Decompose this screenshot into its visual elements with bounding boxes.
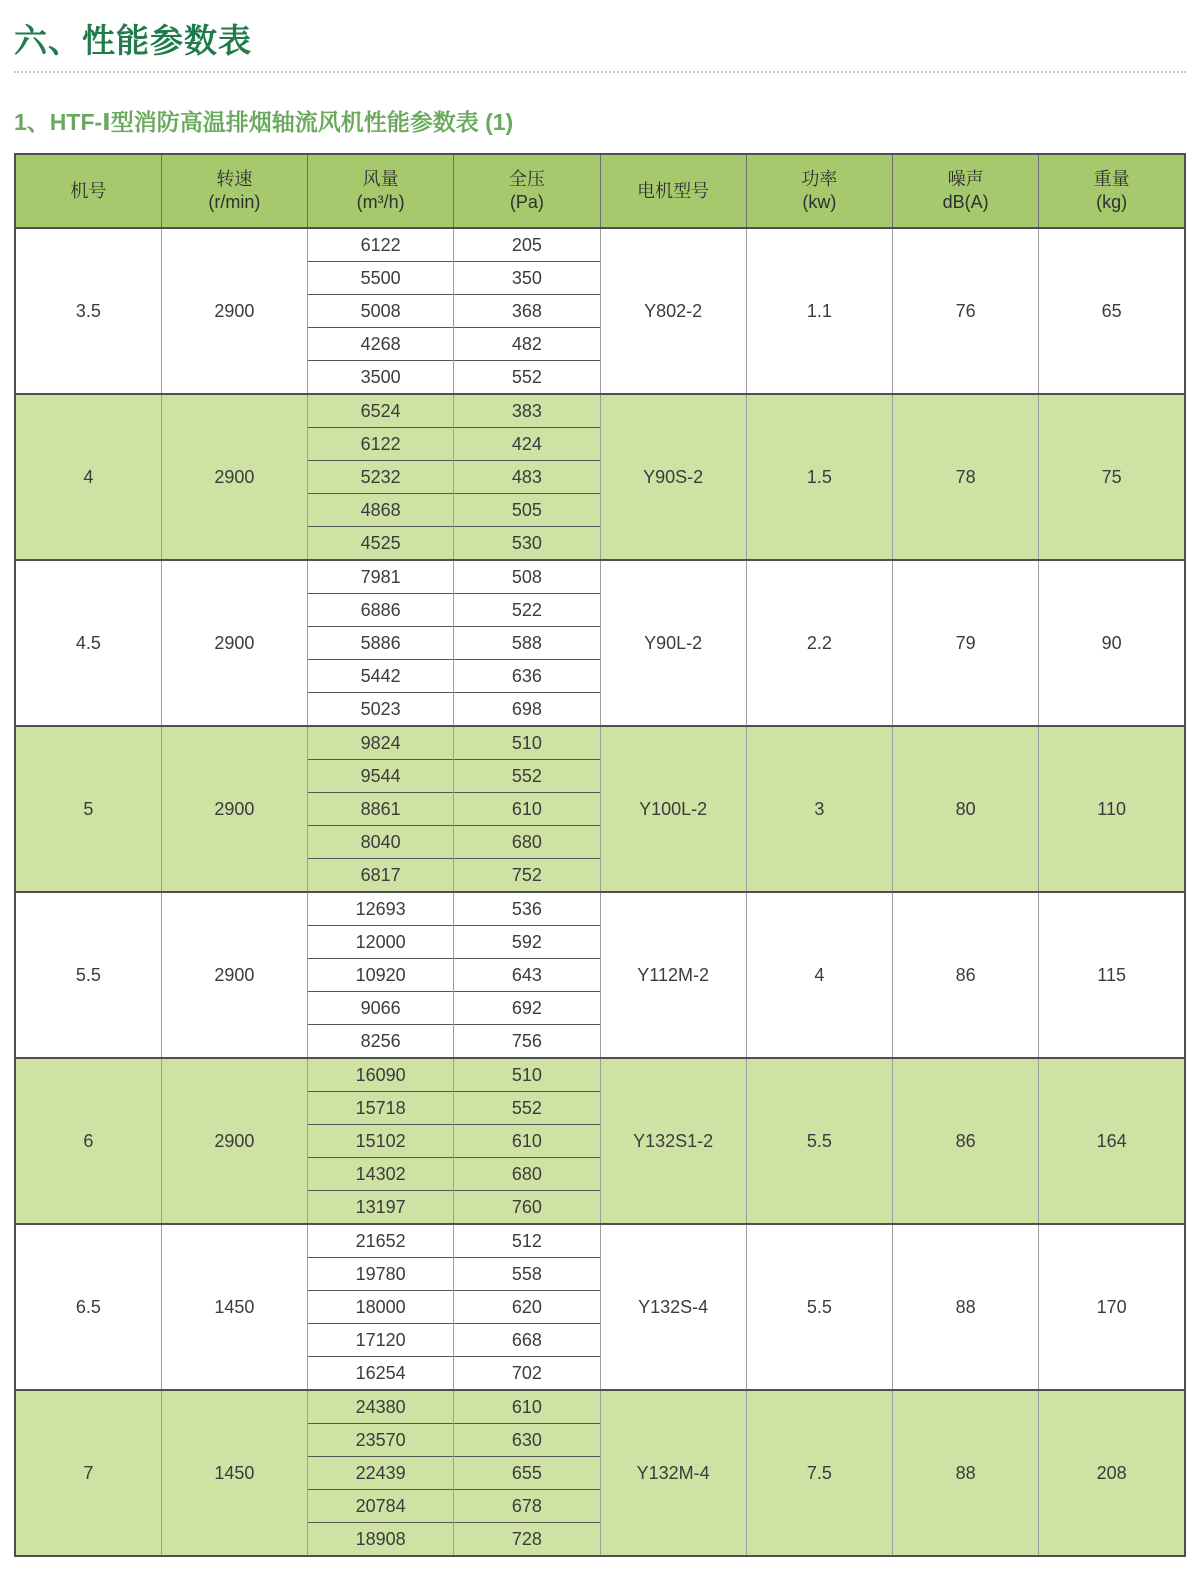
cell-pressure: 512: [454, 1224, 600, 1258]
table-caption: 1、HTF-Ⅰ型消防高温排烟轴流风机性能参数表 (1): [14, 109, 514, 135]
cell-pressure: 610: [454, 1390, 600, 1424]
cell-airflow: 8256: [308, 1025, 454, 1059]
cell-speed: 1450: [161, 1390, 307, 1556]
cell-model-no: 6: [15, 1058, 161, 1224]
cell-noise: 80: [893, 726, 1039, 892]
cell-pressure: 508: [454, 560, 600, 594]
cell-airflow: 22439: [308, 1457, 454, 1490]
cell-airflow: 13197: [308, 1191, 454, 1225]
cell-pressure: 692: [454, 992, 600, 1025]
cell-motor-type: Y90L-2: [600, 560, 746, 726]
cell-airflow: 24380: [308, 1390, 454, 1424]
cell-motor-type: Y112M-2: [600, 892, 746, 1058]
table-body: [15, 228, 1185, 1556]
column-header-2: 转速 (r/min): [161, 154, 307, 228]
cell-pressure: 350: [454, 262, 600, 295]
cell-airflow: 5442: [308, 660, 454, 693]
cell-airflow: 9544: [308, 760, 454, 793]
cell-speed: 2900: [161, 394, 307, 560]
cell-model-no: 6.5: [15, 1224, 161, 1390]
cell-pressure: 510: [454, 1058, 600, 1092]
cell-pressure: 760: [454, 1191, 600, 1225]
cell-airflow: 15718: [308, 1092, 454, 1125]
cell-airflow: 10920: [308, 959, 454, 992]
cell-pressure: 752: [454, 859, 600, 893]
cell-model-no: 4: [15, 394, 161, 560]
cell-airflow: 9824: [308, 726, 454, 760]
cell-pressure: 702: [454, 1357, 600, 1391]
cell-weight: 208: [1039, 1390, 1185, 1556]
cell-airflow: 5886: [308, 627, 454, 660]
cell-power: 5.5: [746, 1224, 892, 1390]
cell-airflow: 5232: [308, 461, 454, 494]
table-row: [15, 1390, 1185, 1424]
cell-weight: 75: [1039, 394, 1185, 560]
table-row: [15, 892, 1185, 926]
cell-airflow: 14302: [308, 1158, 454, 1191]
cell-pressure: 698: [454, 693, 600, 727]
cell-weight: 164: [1039, 1058, 1185, 1224]
cell-airflow: 16254: [308, 1357, 454, 1391]
cell-motor-type: Y100L-2: [600, 726, 746, 892]
table-row: [15, 726, 1185, 760]
cell-airflow: 21652: [308, 1224, 454, 1258]
cell-pressure: 558: [454, 1258, 600, 1291]
cell-pressure: 483: [454, 461, 600, 494]
cell-pressure: 424: [454, 428, 600, 461]
cell-motor-type: Y132M-4: [600, 1390, 746, 1556]
cell-power: 1.5: [746, 394, 892, 560]
cell-model-no: 7: [15, 1390, 161, 1556]
table-row: [15, 394, 1185, 428]
cell-airflow: 9066: [308, 992, 454, 1025]
cell-airflow: 6524: [308, 394, 454, 428]
cell-airflow: 17120: [308, 1324, 454, 1357]
cell-pressure: 552: [454, 760, 600, 793]
cell-weight: 65: [1039, 228, 1185, 394]
column-header-4: 全压 (Pa): [454, 154, 600, 228]
cell-pressure: 643: [454, 959, 600, 992]
cell-noise: 86: [893, 892, 1039, 1058]
cell-speed: 2900: [161, 560, 307, 726]
cell-pressure: 668: [454, 1324, 600, 1357]
cell-model-no: 4.5: [15, 560, 161, 726]
cell-noise: 88: [893, 1224, 1039, 1390]
cell-airflow: 6122: [308, 228, 454, 262]
cell-noise: 86: [893, 1058, 1039, 1224]
cell-power: 7.5: [746, 1390, 892, 1556]
cell-weight: 115: [1039, 892, 1185, 1058]
cell-power: 1.1: [746, 228, 892, 394]
page-title: 六、性能参数表: [14, 22, 252, 59]
cell-pressure: 620: [454, 1291, 600, 1324]
cell-motor-type: Y132S-4: [600, 1224, 746, 1390]
cell-pressure: 680: [454, 1158, 600, 1191]
header-row: [15, 154, 1185, 228]
cell-noise: 88: [893, 1390, 1039, 1556]
cell-pressure: 482: [454, 328, 600, 361]
cell-pressure: 383: [454, 394, 600, 428]
cell-power: 4: [746, 892, 892, 1058]
column-header-6: 功率 (kw): [746, 154, 892, 228]
cell-model-no: 5.5: [15, 892, 161, 1058]
cell-pressure: 522: [454, 594, 600, 627]
cell-motor-type: Y132S1-2: [600, 1058, 746, 1224]
cell-weight: 170: [1039, 1224, 1185, 1390]
cell-airflow: 4268: [308, 328, 454, 361]
cell-airflow: 23570: [308, 1424, 454, 1457]
cell-airflow: 15102: [308, 1125, 454, 1158]
cell-airflow: 6886: [308, 594, 454, 627]
cell-airflow: 5008: [308, 295, 454, 328]
cell-pressure: 680: [454, 826, 600, 859]
cell-pressure: 588: [454, 627, 600, 660]
cell-pressure: 756: [454, 1025, 600, 1059]
cell-weight: 90: [1039, 560, 1185, 726]
cell-power: 5.5: [746, 1058, 892, 1224]
cell-pressure: 552: [454, 361, 600, 395]
cell-airflow: 5500: [308, 262, 454, 295]
cell-pressure: 655: [454, 1457, 600, 1490]
cell-noise: 78: [893, 394, 1039, 560]
cell-pressure: 728: [454, 1523, 600, 1557]
cell-airflow: 12693: [308, 892, 454, 926]
column-header-7: 噪声 dB(A): [893, 154, 1039, 228]
cell-pressure: 536: [454, 892, 600, 926]
cell-airflow: 5023: [308, 693, 454, 727]
cell-speed: 2900: [161, 726, 307, 892]
cell-pressure: 205: [454, 228, 600, 262]
cell-speed: 2900: [161, 1058, 307, 1224]
cell-pressure: 610: [454, 1125, 600, 1158]
cell-pressure: 630: [454, 1424, 600, 1457]
cell-pressure: 636: [454, 660, 600, 693]
cell-speed: 2900: [161, 228, 307, 394]
cell-airflow: 8040: [308, 826, 454, 859]
cell-pressure: 592: [454, 926, 600, 959]
cell-pressure: 610: [454, 793, 600, 826]
cell-pressure: 552: [454, 1092, 600, 1125]
column-header-1: 机号: [15, 154, 161, 228]
cell-airflow: 7981: [308, 560, 454, 594]
cell-airflow: 12000: [308, 926, 454, 959]
cell-airflow: 3500: [308, 361, 454, 395]
cell-airflow: 18908: [308, 1523, 454, 1557]
cell-power: 2.2: [746, 560, 892, 726]
cell-pressure: 368: [454, 295, 600, 328]
column-header-3: 风量 (m³/h): [308, 154, 454, 228]
dotted-divider: [14, 71, 1186, 73]
cell-motor-type: Y802-2: [600, 228, 746, 394]
table-row: [15, 228, 1185, 262]
cell-speed: 2900: [161, 892, 307, 1058]
cell-power: 3: [746, 726, 892, 892]
cell-airflow: 4525: [308, 527, 454, 561]
cell-motor-type: Y90S-2: [600, 394, 746, 560]
cell-model-no: 5: [15, 726, 161, 892]
cell-weight: 110: [1039, 726, 1185, 892]
cell-model-no: 3.5: [15, 228, 161, 394]
performance-table: [14, 153, 1186, 1557]
cell-noise: 76: [893, 228, 1039, 394]
cell-airflow: 4868: [308, 494, 454, 527]
table-row: [15, 560, 1185, 594]
cell-airflow: 20784: [308, 1490, 454, 1523]
cell-airflow: 19780: [308, 1258, 454, 1291]
cell-pressure: 505: [454, 494, 600, 527]
column-header-8: 重量 (kg): [1039, 154, 1185, 228]
cell-airflow: 6122: [308, 428, 454, 461]
cell-airflow: 6817: [308, 859, 454, 893]
cell-pressure: 678: [454, 1490, 600, 1523]
table-row: [15, 1224, 1185, 1258]
cell-airflow: 18000: [308, 1291, 454, 1324]
cell-pressure: 530: [454, 527, 600, 561]
cell-noise: 79: [893, 560, 1039, 726]
cell-speed: 1450: [161, 1224, 307, 1390]
column-header-5: 电机型号: [600, 154, 746, 228]
cell-airflow: 16090: [308, 1058, 454, 1092]
cell-pressure: 510: [454, 726, 600, 760]
table-row: [15, 1058, 1185, 1092]
cell-airflow: 8861: [308, 793, 454, 826]
